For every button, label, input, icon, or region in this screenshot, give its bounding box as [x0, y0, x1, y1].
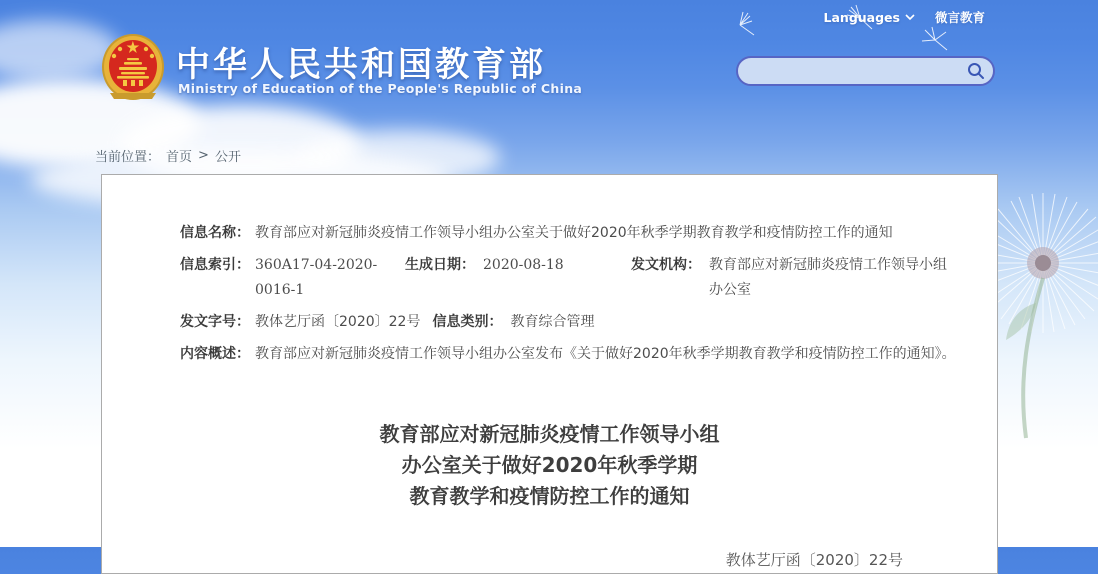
site-subtitle: Ministry of Education of the People's Republic of China	[178, 81, 583, 96]
gen-date-label: 生成日期：	[405, 257, 475, 273]
document-panel	[101, 174, 998, 574]
weiyan-label: 微言教育	[934, 10, 985, 25]
gen-date-value: 2020-08-18	[483, 257, 564, 273]
meta-row-info-name	[180, 221, 963, 246]
search-button[interactable]	[967, 62, 985, 80]
document-title-line: 办公室关于做好2020年秋季学期	[401, 453, 698, 477]
languages-menu[interactable]	[824, 10, 915, 25]
doc-number-label: 发文字号：	[180, 314, 250, 330]
issuing-org-value: 教育部应对新冠肺炎疫情工作领导小组办公室	[709, 257, 947, 298]
header-utility-links	[824, 8, 985, 26]
breadcrumb	[95, 146, 241, 165]
breadcrumb-separator: >	[198, 148, 209, 163]
meta-row-index-date-org	[180, 253, 963, 303]
meta-row-summary	[180, 342, 963, 367]
summary-label: 内容概述：	[180, 346, 250, 362]
document-number: 教体艺厅函〔2020〕22号	[725, 551, 903, 569]
info-name-label: 信息名称：	[180, 225, 250, 241]
search-icon	[967, 62, 985, 80]
weiyan-jiaoyu-link[interactable]	[935, 8, 985, 26]
document-metadata	[180, 221, 963, 367]
doc-number-value: 教体艺厅函〔2020〕22号	[255, 314, 421, 330]
category-value: 教育综合管理	[510, 314, 595, 330]
site-title: 中华人民共和国教育部	[176, 45, 546, 85]
document-title-line: 教育部应对新冠肺炎疫情工作领导小组	[379, 422, 720, 446]
info-index-value: 360A17-04-2020-0016-1	[255, 257, 378, 298]
languages-label: Languages	[823, 9, 900, 25]
category-label: 信息类别：	[432, 314, 503, 330]
document-title-line: 教育教学和疫情防控工作的通知	[409, 484, 690, 508]
search-input[interactable]	[752, 58, 967, 84]
meta-row-docno-category	[180, 310, 963, 335]
breadcrumb-home-link[interactable]: 首页	[166, 150, 193, 165]
info-name-value: 教育部应对新冠肺炎疫情工作领导小组办公室关于做好2020年秋季学期教育教学和疫情防控工作的通知	[255, 225, 893, 241]
search-box	[736, 56, 995, 86]
breadcrumb-prefix: 当前位置：	[95, 150, 161, 165]
breadcrumb-section-link[interactable]: 公开	[214, 150, 241, 165]
summary-value: 教育部应对新冠肺炎疫情工作领导小组办公室发布《关于做好2020年秋季学期教育教学和疫情防控工作的通知》。	[255, 346, 956, 362]
document-title	[102, 419, 997, 512]
national-emblem-logo	[100, 31, 166, 103]
chevron-down-icon	[905, 14, 915, 20]
info-index-label: 信息索引：	[180, 257, 250, 273]
issuing-org-label: 发文机构：	[631, 257, 701, 273]
